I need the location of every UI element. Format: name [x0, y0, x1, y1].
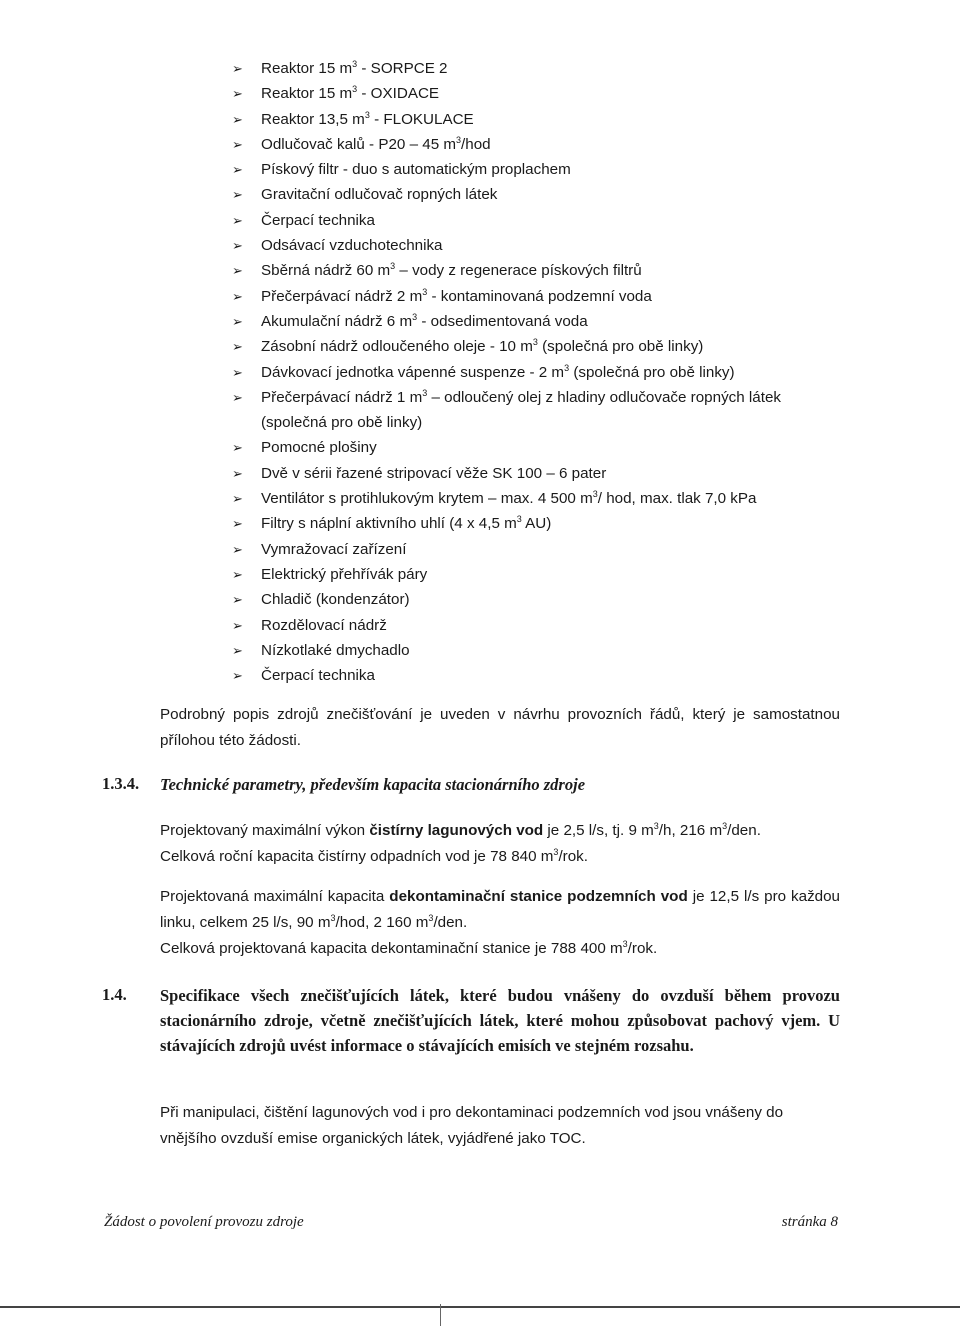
equipment-item: ➢ Čerpací technika [232, 663, 872, 688]
footer-rule [0, 1306, 960, 1308]
bullet-arrow-icon: ➢ [232, 617, 243, 633]
equipment-list [232, 56, 872, 688]
equipment-item: ➢ Akumulační nádrž 6 $m^3$ - odsedimentovaná voda [232, 309, 872, 334]
footer-page-number: stránka 8 [781, 1214, 838, 1230]
bullet-arrow-icon: ➢ [232, 136, 243, 152]
equipment-item: ➢ Odlučovač kalů - P20 – 45 $m^3$/hod [232, 132, 872, 157]
section-number-1-3-4: 1.3.4. [102, 774, 140, 793]
equipment-item: ➢ Čerpací technika [232, 208, 872, 233]
footer-tick [440, 1304, 441, 1326]
bullet-arrow-icon: ➢ [232, 364, 243, 380]
equipment-item: ➢ Chladič (kondenzátor) [232, 587, 872, 612]
bullet-arrow-icon: ➢ [232, 61, 243, 76]
bullet-arrow-icon: ➢ [232, 339, 243, 355]
bullet-arrow-icon: ➢ [232, 592, 243, 608]
footer-document-title: Žádost o povolení provozu zdroje [104, 1214, 304, 1230]
equipment-item: ➢ Vymražovací zařízení [232, 537, 872, 562]
bullet-arrow-icon: ➢ [232, 491, 243, 507]
bullet-arrow-icon: ➢ [232, 162, 243, 178]
bullet-arrow-icon: ➢ [232, 288, 243, 304]
equipment-item: ➢ Přečerpávací nádrž 2 $m^3$ - kontaminovaná podzemní voda [232, 284, 872, 309]
equipment-item: ➢ Sběrná nádrž 60 $m^3$ – vody z regenerace pískových filtrů [232, 258, 872, 283]
bullet-arrow-icon: ➢ [232, 313, 243, 329]
equipment-item: ➢ Zásobní nádrž odloučeného oleje - 10 $m^3$ (společná pro obě linky) [232, 334, 872, 359]
equipment-item: ➢ Pomocné plošiny [232, 435, 872, 460]
section-title-1-4: Specifikace všech znečišťujících látek, které budou vnášeny do ovzduší během provozu stacionárního zdroje, včetně znečišťujících látek, které mohou způsobovat pachový vjem. U stávajících zdrojů uvést informace o stávajících emisích ve stejném rozsahu. [160, 986, 840, 1055]
equipment-item: ➢ Nízkotlaké dmychadlo [232, 638, 872, 663]
equipment-item: ➢ Dávkovací jednotka vápenné suspenze - 2 $m^3$ (společná pro obě linky) [232, 360, 872, 385]
bullet-arrow-icon: ➢ [232, 440, 243, 456]
bullet-arrow-icon: ➢ [232, 238, 243, 254]
equipment-item: ➢ Gravitační odlučovač ropných látek [232, 182, 872, 207]
equipment-item: ➢ Filtry s náplní aktivního uhlí (4 x 4,5 $m^3$ AU) [232, 511, 872, 536]
emissions-paragraph: Při manipulaci, čištění lagunových vod i pro dekontaminaci podzemních vod jsou vnášeny do vnějšího ovzduší emise organických látek, vyjádřené jako TOC. [160, 1104, 784, 1147]
equipment-item: ➢ Reaktor 15 $m^3$ - OXIDACE [232, 81, 872, 106]
equipment-item: ➢ Rozdělovací nádrž [232, 613, 872, 638]
equipment-item: ➢ Odsávací vzduchotechnika [232, 233, 872, 258]
section-number-1-4: 1.4. [102, 985, 127, 1004]
equipment-item: ➢ Přečerpávací nádrž 1 $m^3$ – odloučený olej z hladiny odlučovače ropných látek (společná pro obě linky) [232, 385, 841, 436]
capacity-paragraph-2: Projektovaná maximální kapacita dekontaminační stanice podzemních vod je 12,5 l/s pro každou linku, celkem 25 l/s, 90 $m^3$/hod, 2 160 $m^3$/den. Celková projektovaná kapacita dekontaminační stanice je 788 400 $m^3$/rok. [160, 888, 841, 957]
bullet-arrow-icon: ➢ [232, 187, 243, 203]
bullet-arrow-icon: ➢ [232, 516, 243, 532]
bullet-arrow-icon: ➢ [232, 541, 243, 557]
bullet-arrow-icon: ➢ [232, 263, 243, 279]
capacity-paragraph-1: Projektovaný maximální výkon čistírny lagunových vod je 2,5 l/s, tj. 9 $m^3/h$, 216 $m^3$/den. Celková roční kapacita čistírny odpadních vod je 78 840 $m^3$/rok. [160, 820, 761, 865]
bullet-arrow-icon: ➢ [232, 86, 243, 102]
equipment-item: ➢ Elektrický přehřívák páry [232, 562, 872, 587]
equipment-item: ➢ Dvě v sérii řazené stripovací věže SK 100 – 6 pater [232, 461, 872, 486]
bullet-arrow-icon: ➢ [232, 642, 243, 658]
equipment-item: ➢ Reaktor 15 $m^3$ - SORPCE 2 [232, 56, 872, 81]
bullet-arrow-icon: ➢ [232, 465, 243, 481]
intro-paragraph: Podrobný popis zdrojů znečišťování je uveden v návrhu provozních řádů, který je samostatnou přílohou této žádosti. [160, 706, 840, 749]
equipment-item: ➢ Ventilátor s protihlukovým krytem – max. 4 500 $m^3/$ hod, max. tlak 7,0 kPa [232, 486, 872, 511]
section-title-1-3-4: Technické parametry, především kapacita stacionárního zdroje [160, 775, 586, 794]
bullet-arrow-icon: ➢ [232, 111, 243, 127]
bullet-arrow-icon: ➢ [232, 389, 243, 405]
bullet-arrow-icon: ➢ [232, 566, 243, 582]
bullet-arrow-icon: ➢ [232, 668, 243, 684]
equipment-item: ➢ Reaktor 13,5 $m^3$ - FLOKULACE [232, 107, 872, 132]
equipment-item: ➢ Pískový filtr - duo s automatickým proplachem [232, 157, 872, 182]
bullet-arrow-icon: ➢ [232, 212, 243, 228]
